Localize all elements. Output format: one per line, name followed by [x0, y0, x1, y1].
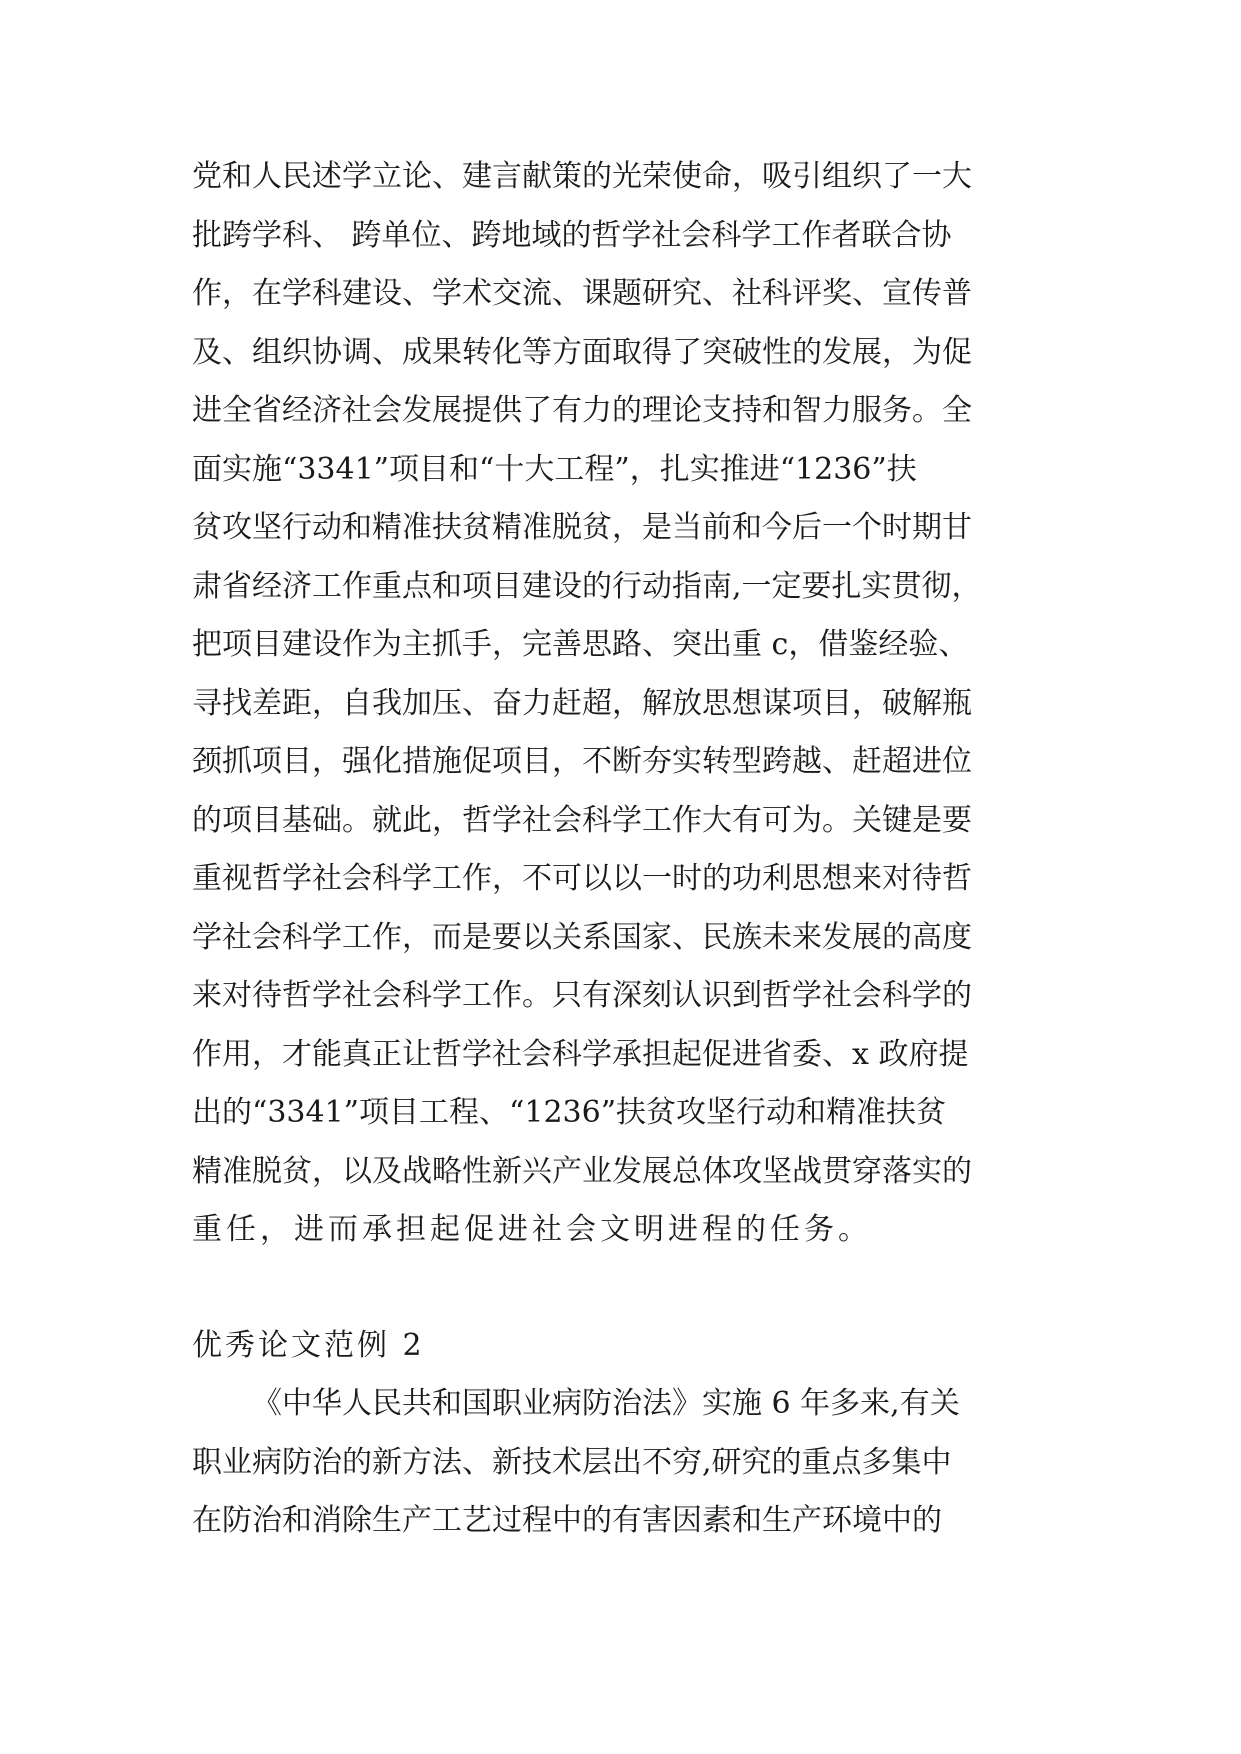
- paragraph-line: 把项目建设作为主抓手，完善思路、突出重 c，借鉴经验、: [192, 627, 969, 662]
- paragraph-line: 作用，才能真正让哲学社会科学承担起促进省委、x 政府提: [192, 1037, 969, 1072]
- paragraph-line: 党和人民述学立论、建言献策的光荣使命，吸引组织了一大: [192, 159, 972, 194]
- paragraph-line: 进全省经济社会发展提供了有力的理论支持和智力服务。全: [192, 393, 972, 428]
- paragraph-line: 贫攻坚行动和精准扶贫精准脱贫，是当前和今后一个时期甘: [192, 510, 972, 545]
- paragraph-line: 肃省经济工作重点和项目建设的行动指南,一定要扎实贯彻，: [192, 569, 982, 604]
- paragraph-line: 作，在学科建设、学术交流、课题研究、社科评奖、宣传普: [192, 276, 972, 311]
- paragraph-line: 批跨学科、 跨单位、跨地域的哲学社会科学工作者联合协: [192, 218, 952, 253]
- paragraph-line: 的项目基础。就此，哲学社会科学工作大有可为。关键是要: [192, 803, 972, 838]
- paragraph-line: 来对待哲学社会科学工作。只有深刻认识到哲学社会科学的: [192, 978, 972, 1013]
- paragraph-line: 精准脱贫，以及战略性新兴产业发展总体攻坚战贯穿落实的: [192, 1154, 972, 1189]
- paragraph-line: 《中华人民共和国职业病防治法》实施 6 年多来,有关: [252, 1386, 960, 1421]
- paragraph-line: 及、组织协调、成果转化等方面取得了突破性的发展，为促: [192, 335, 972, 370]
- paragraph-line: 在防治和消除生产工艺过程中的有害因素和生产环境中的: [192, 1503, 942, 1538]
- paragraph-line: 面实施“3341”项目和“十大工程”，扎实推进“1236”扶: [192, 452, 917, 487]
- section-heading: 优秀论文范例 2: [192, 1328, 425, 1363]
- paragraph-line: 重视哲学社会科学工作，不可以以一时的功利思想来对待哲: [192, 861, 972, 896]
- paragraph-line: 职业病防治的新方法、新技术层出不穷,研究的重点多集中: [192, 1445, 952, 1480]
- paragraph-line: 寻找差距，自我加压、奋力赶超，解放思想谋项目，破解瓶: [192, 686, 972, 721]
- paragraph-line: 颈抓项目，强化措施促项目，不断夯实转型跨越、赶超进位: [192, 744, 972, 779]
- paragraph-line: 学社会科学工作，而是要以关系国家、民族未来发展的高度: [192, 920, 972, 955]
- paragraph-line: 出的“3341”项目工程、“1236”扶贫攻坚行动和精准扶贫: [192, 1095, 947, 1130]
- paragraph-line: 重任，进而承担起促进社会文明进程的任务。: [192, 1212, 872, 1247]
